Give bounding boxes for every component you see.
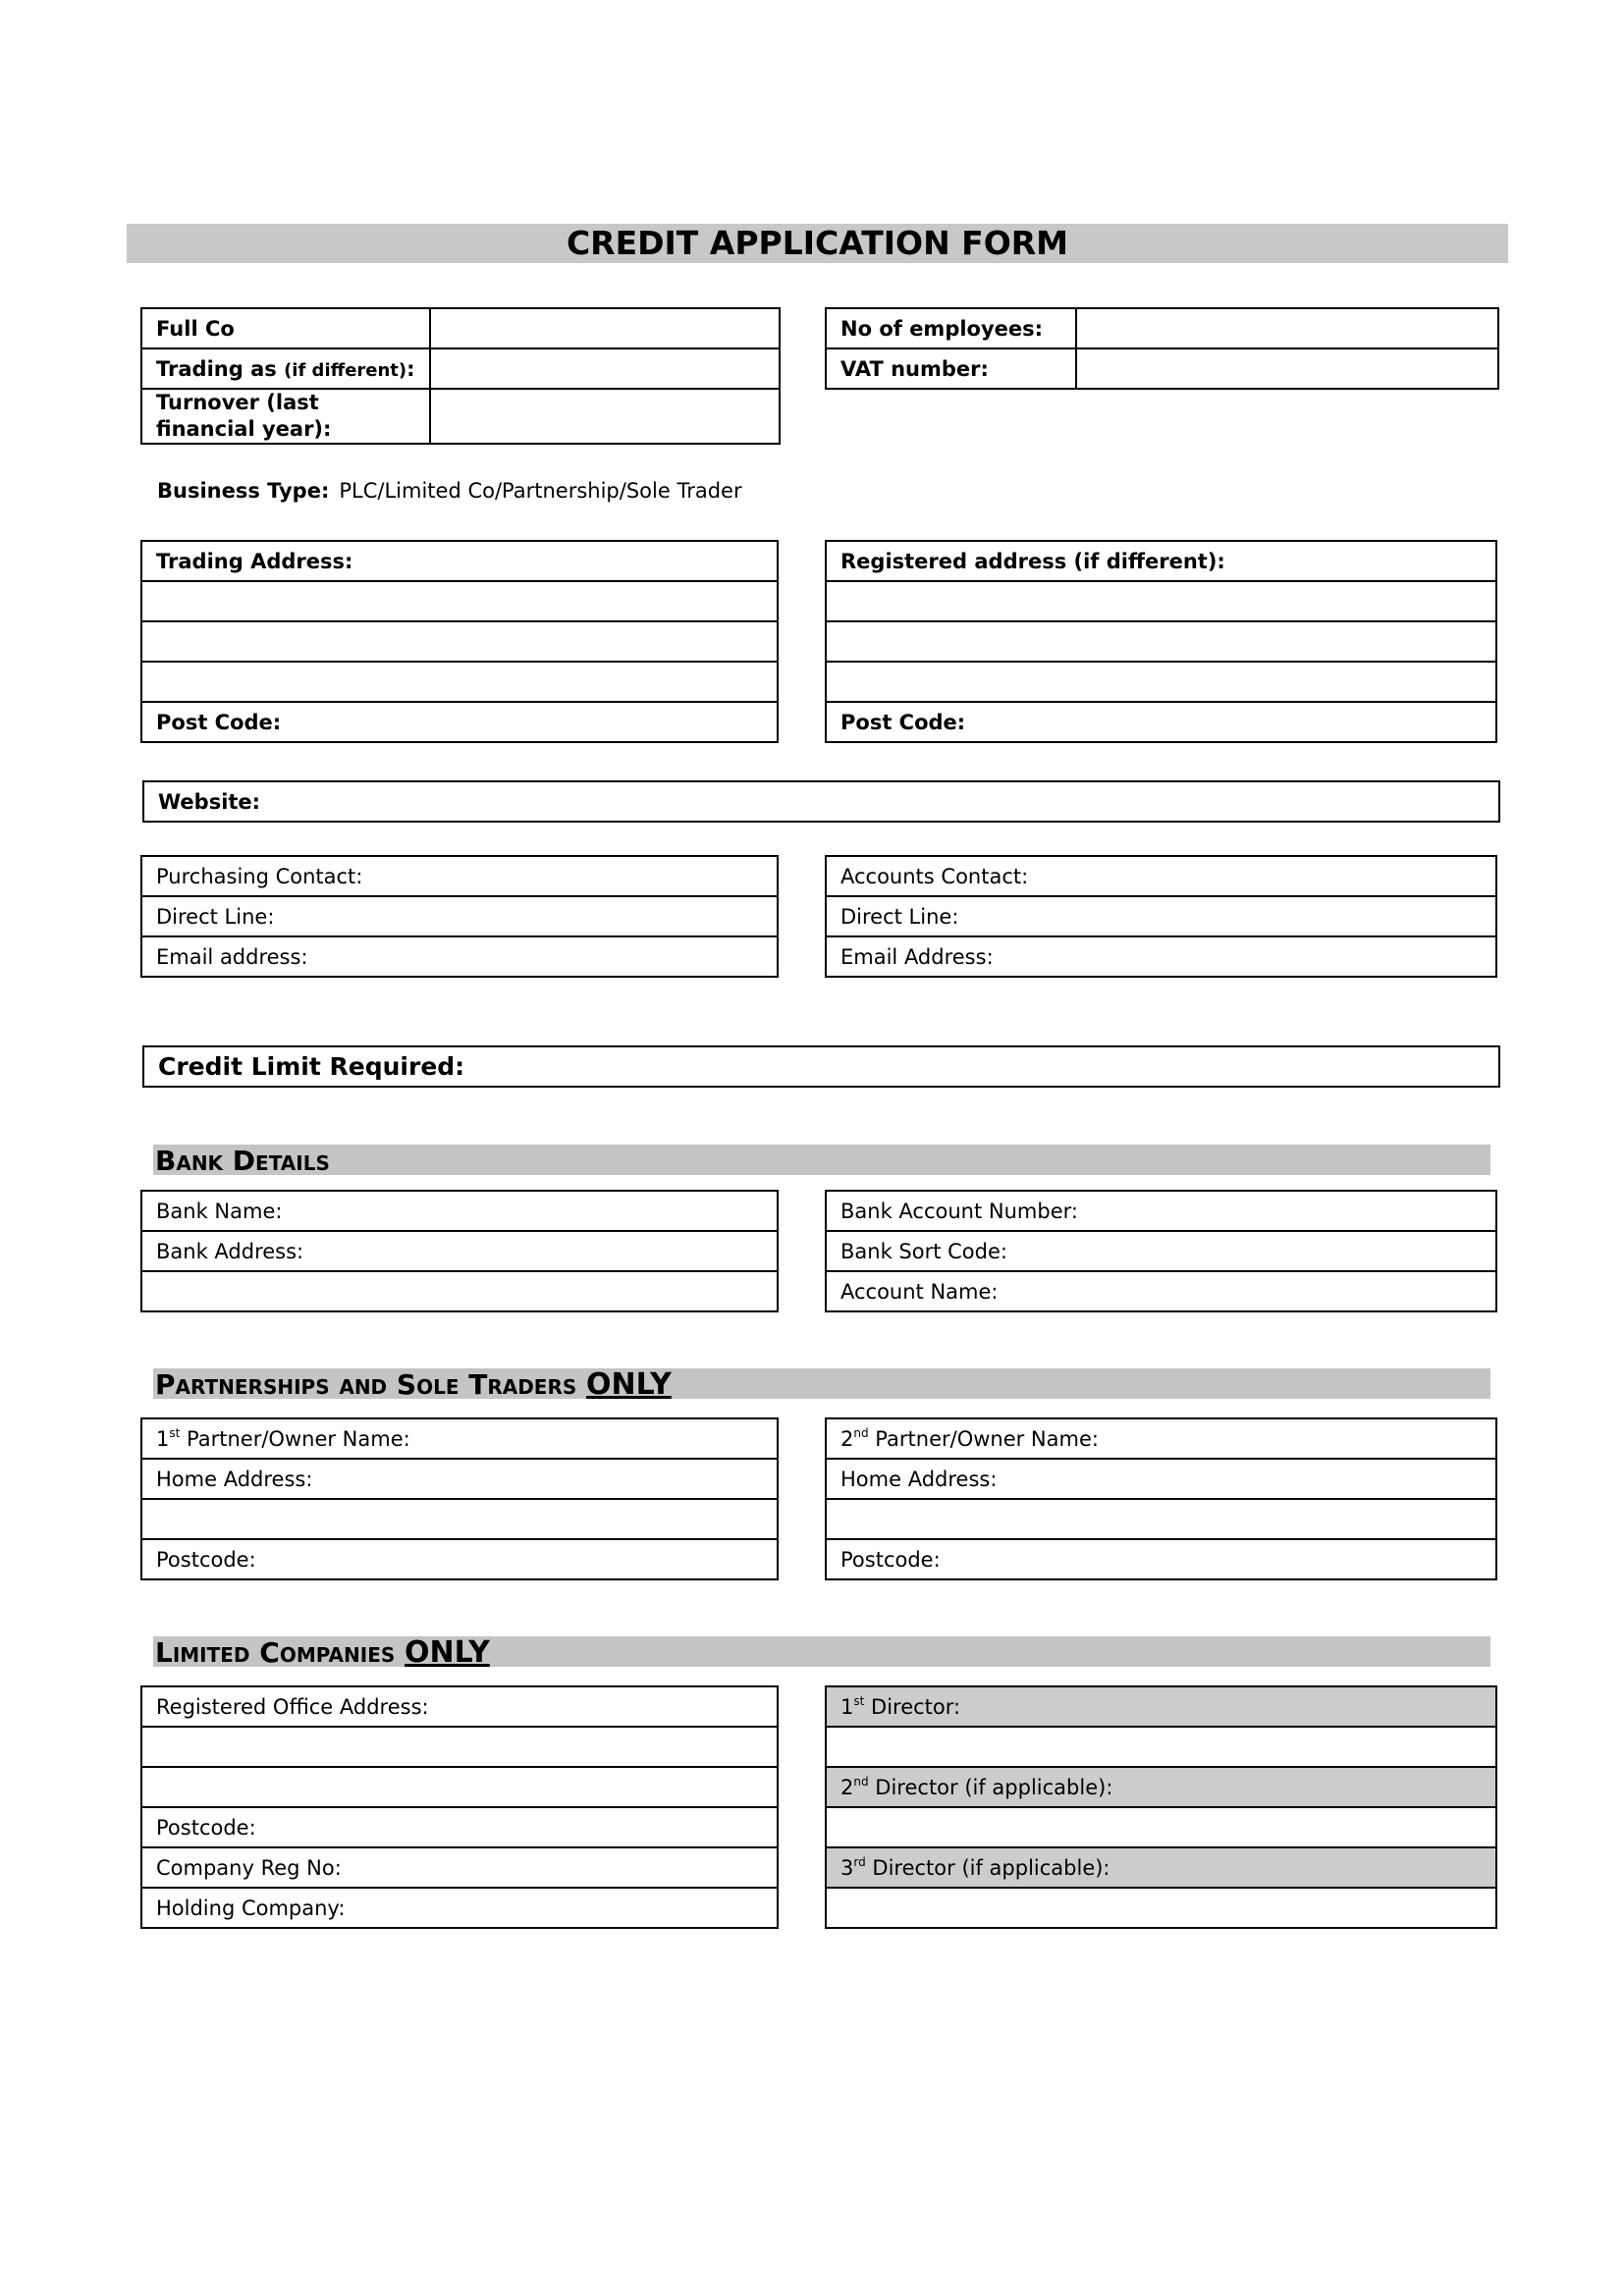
turnover-field[interactable] <box>430 389 780 444</box>
first-partner-table <box>140 1417 779 1580</box>
second-partner-table <box>825 1417 1497 1580</box>
business-type-options[interactable]: PLC/Limited Co/Partnership/Sole Trader <box>339 479 742 503</box>
first-director-field[interactable] <box>826 1727 1496 1767</box>
accounts-email-label[interactable]: Email Address: <box>826 936 1496 977</box>
business-type-line <box>157 476 742 506</box>
first-partner-address-line-2[interactable] <box>141 1499 778 1539</box>
limited-companies-heading: Limited Companies ONLY <box>153 1636 1490 1667</box>
credit-limit-label[interactable]: Credit Limit Required: <box>143 1046 1499 1087</box>
purchasing-contact-table <box>140 855 779 978</box>
full-co-field[interactable] <box>430 308 780 348</box>
first-partner-name-label[interactable]: 1st Partner/Owner Name: <box>141 1418 778 1459</box>
partnerships-heading: Partnerships and Sole Traders ONLY <box>153 1368 1490 1399</box>
full-co-label: Full Co <box>141 308 430 348</box>
trading-as-field[interactable] <box>430 348 780 389</box>
first-partner-postcode-label[interactable]: Postcode: <box>141 1539 778 1579</box>
registered-office-table <box>140 1685 779 1929</box>
bank-name-label[interactable]: Bank Name: <box>141 1191 778 1231</box>
registered-address-table <box>825 540 1497 743</box>
bank-address-label[interactable]: Bank Address: <box>141 1231 778 1271</box>
trading-post-code-label[interactable]: Post Code: <box>141 702 778 742</box>
third-director-field[interactable] <box>826 1888 1496 1928</box>
third-director-label: 3rd Director (if applicable): <box>826 1847 1496 1888</box>
second-partner-address-line-2[interactable] <box>826 1499 1496 1539</box>
trading-address-label: Trading Address: <box>141 541 778 581</box>
account-name-label[interactable]: Account Name: <box>826 1271 1496 1311</box>
registered-address-label: Registered address (if different): <box>826 541 1496 581</box>
bank-right-table <box>825 1190 1497 1312</box>
trading-address-line-1[interactable] <box>141 581 778 621</box>
accounts-direct-line-label[interactable]: Direct Line: <box>826 896 1496 936</box>
form-title: CREDIT APPLICATION FORM <box>566 224 1069 262</box>
bank-account-number-label[interactable]: Bank Account Number: <box>826 1191 1496 1231</box>
form-title-bar <box>127 224 1508 263</box>
bank-left-table <box>140 1190 779 1312</box>
second-partner-home-address-label[interactable]: Home Address: <box>826 1459 1496 1499</box>
holding-company-label[interactable]: Holding Company: <box>141 1888 778 1928</box>
limited-only-label: ONLY <box>405 1635 490 1670</box>
registered-address-line-2[interactable] <box>826 621 1496 662</box>
bank-address-line-2[interactable] <box>141 1271 778 1311</box>
second-director-label: 2nd Director (if applicable): <box>826 1767 1496 1807</box>
website-label[interactable]: Website: <box>143 781 1499 822</box>
business-type-label: Business Type: <box>157 479 330 503</box>
directors-table <box>825 1685 1497 1929</box>
credit-limit-table <box>142 1045 1500 1088</box>
turnover-label: Turnover (last financial year): <box>141 389 430 444</box>
registered-address-line-1[interactable] <box>826 581 1496 621</box>
second-partner-name-label[interactable]: 2nd Partner/Owner Name: <box>826 1418 1496 1459</box>
accounts-contact-label[interactable]: Accounts Contact: <box>826 856 1496 896</box>
registered-office-address-label[interactable]: Registered Office Address: <box>141 1686 778 1727</box>
purchasing-email-label[interactable]: Email address: <box>141 936 778 977</box>
company-reg-no-label[interactable]: Company Reg No: <box>141 1847 778 1888</box>
website-table <box>142 780 1500 823</box>
bank-details-heading: Bank Details <box>153 1145 1490 1175</box>
employees-label: No of employees: <box>826 308 1076 348</box>
trading-address-line-3[interactable] <box>141 662 778 702</box>
trading-as-label: Trading as (if different): <box>141 348 430 389</box>
first-partner-home-address-label[interactable]: Home Address: <box>141 1459 778 1499</box>
employees-vat-table <box>825 307 1499 390</box>
registered-office-line-3[interactable] <box>141 1767 778 1807</box>
registered-post-code-label[interactable]: Post Code: <box>826 702 1496 742</box>
second-partner-postcode-label[interactable]: Postcode: <box>826 1539 1496 1579</box>
partnerships-only-label: ONLY <box>586 1367 672 1402</box>
vat-field[interactable] <box>1076 348 1498 389</box>
purchasing-contact-label[interactable]: Purchasing Contact: <box>141 856 778 896</box>
bank-sort-code-label[interactable]: Bank Sort Code: <box>826 1231 1496 1271</box>
registered-office-postcode-label[interactable]: Postcode: <box>141 1807 778 1847</box>
registered-office-line-2[interactable] <box>141 1727 778 1767</box>
trading-address-table <box>140 540 779 743</box>
employees-field[interactable] <box>1076 308 1498 348</box>
registered-address-line-3[interactable] <box>826 662 1496 702</box>
company-info-table <box>140 307 781 445</box>
accounts-contact-table <box>825 855 1497 978</box>
first-director-label: 1st Director: <box>826 1686 1496 1727</box>
trading-address-line-2[interactable] <box>141 621 778 662</box>
vat-label: VAT number: <box>826 348 1076 389</box>
second-director-field[interactable] <box>826 1807 1496 1847</box>
purchasing-direct-line-label[interactable]: Direct Line: <box>141 896 778 936</box>
